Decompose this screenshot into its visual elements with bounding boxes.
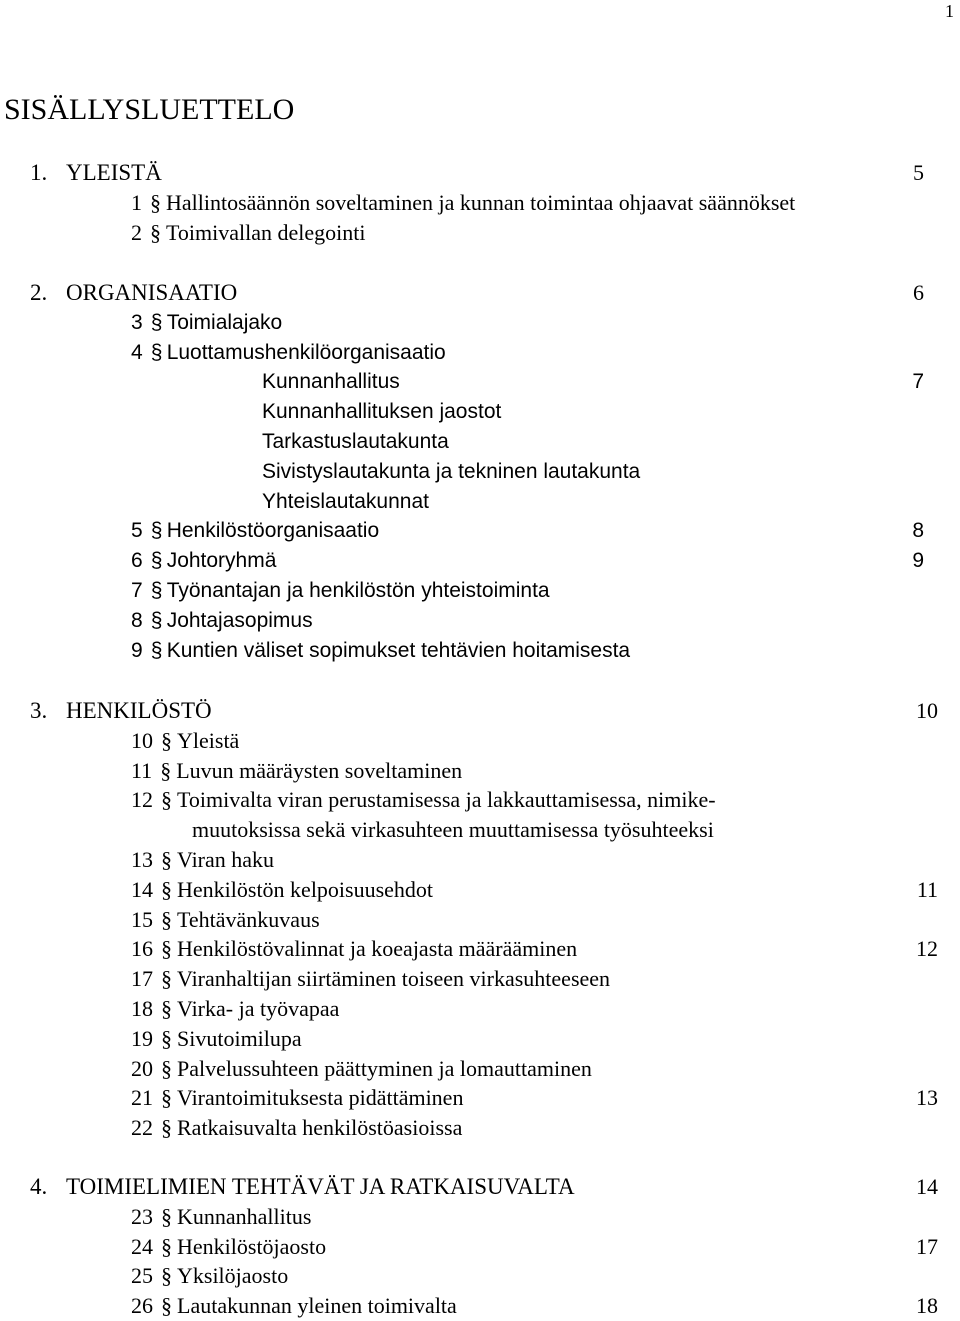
- entry-text: Kuntien väliset sopimukset tehtävien hoitamisesta: [166, 639, 631, 662]
- section-sign-icon: §: [161, 996, 172, 1021]
- entry-number: 7: [131, 579, 143, 602]
- entry-page-number: 17: [916, 1234, 938, 1259]
- section-sign-icon: §: [150, 609, 163, 632]
- entry-number: 17: [131, 966, 153, 991]
- toc-entry: [131, 934, 577, 964]
- entry-text: Kunnanhallitus: [177, 1204, 312, 1229]
- entry-number: 3: [131, 311, 143, 334]
- toc-entry: [131, 546, 276, 576]
- toc-entry: [131, 1054, 592, 1084]
- entry-number: 5: [131, 519, 143, 542]
- section-sign-icon: §: [161, 1234, 172, 1259]
- entry-number: 6: [131, 549, 143, 572]
- section-sign-icon: §: [161, 1263, 172, 1288]
- entry-text: Toimialajako: [166, 311, 283, 334]
- toc-entry: [131, 964, 610, 994]
- toc-subentry: Kunnanhallitus: [262, 370, 400, 393]
- section-sign-icon: §: [161, 1085, 172, 1110]
- entry-text: Sivutoimilupa: [177, 1026, 302, 1051]
- entry-number: 9: [131, 639, 143, 662]
- section-heading: [30, 696, 212, 726]
- toc-entry: [131, 606, 313, 636]
- section-sign-icon: §: [161, 847, 172, 872]
- section-sign-icon: §: [161, 966, 172, 991]
- entry-text: Toimivalta viran perustamisessa ja lakkauttamisessa, nimike-: [177, 787, 716, 812]
- entry-text: Viranhaltijan siirtäminen toiseen virkasuhteeseen: [177, 966, 611, 991]
- entry-number: 19: [131, 1026, 153, 1051]
- toc-entry: [131, 1291, 457, 1321]
- section-page-number: 14: [916, 1174, 938, 1199]
- section-number: 4.: [30, 1174, 48, 1199]
- section-sign-icon: §: [150, 341, 163, 364]
- entry-number: 22: [131, 1115, 153, 1140]
- section-sign-icon: §: [161, 907, 172, 932]
- entry-text: Henkilöstöjaosto: [177, 1234, 327, 1259]
- entry-number: 21: [131, 1085, 153, 1110]
- toc-entry-continuation: muutoksissa sekä virkasuhteen muuttamisessa työsuhteeksi: [192, 817, 714, 842]
- section-sign-icon: §: [150, 639, 163, 662]
- section-sign-icon: §: [161, 1026, 172, 1051]
- page-title: SISÄLLYSLUETTELO: [4, 93, 295, 126]
- section-sign-icon: §: [150, 519, 163, 542]
- toc-subentry: Yhteislautakunnat: [262, 490, 429, 513]
- toc-entry: [131, 338, 446, 368]
- page-number: 1: [945, 1, 954, 21]
- section-sign-icon: §: [161, 877, 172, 902]
- entry-number: 16: [131, 936, 153, 961]
- entry-page-number: 12: [916, 936, 938, 961]
- section-sign-icon: §: [161, 936, 172, 961]
- entry-text: Johtoryhmä: [166, 549, 277, 572]
- toc-entry: [131, 1083, 463, 1113]
- toc-entry: [131, 726, 239, 756]
- entry-text: Viran haku: [177, 847, 275, 872]
- entry-number: 23: [131, 1204, 153, 1229]
- entry-text: Yksilöjaosto: [177, 1263, 289, 1288]
- entry-page-number: 13: [916, 1085, 938, 1110]
- entry-number: 13: [131, 847, 153, 872]
- section-number: 1.: [30, 160, 48, 185]
- section-heading: [30, 158, 162, 188]
- toc-entry: [131, 785, 716, 815]
- toc-entry: [131, 308, 282, 338]
- entry-number: 20: [131, 1056, 153, 1081]
- section-sign-icon: §: [161, 728, 172, 753]
- toc-entry: [131, 1261, 288, 1291]
- entry-number: 8: [131, 609, 143, 632]
- entry-number: 14: [131, 877, 153, 902]
- toc-entry: [131, 218, 365, 248]
- entry-number: 1: [131, 190, 142, 215]
- toc-entry: [131, 905, 320, 935]
- entry-text: Henkilöstöorganisaatio: [166, 519, 380, 542]
- section-sign-icon: §: [161, 1056, 172, 1081]
- section-sign-icon: §: [150, 579, 163, 602]
- entry-number: 15: [131, 907, 153, 932]
- entry-number: 24: [131, 1234, 153, 1259]
- toc-entry: [131, 845, 274, 875]
- section-page-number: 6: [913, 280, 924, 305]
- entry-text: Henkilöstövalinnat ja koeajasta määrääminen: [177, 936, 578, 961]
- section-heading: [30, 1172, 575, 1202]
- entry-number: 18: [131, 996, 153, 1021]
- entry-text: Johtajasopimus: [166, 609, 313, 632]
- entry-number: 12: [131, 787, 153, 812]
- toc-entry: [131, 1113, 462, 1143]
- section-page-number: 10: [916, 698, 938, 723]
- toc-entry: [131, 875, 433, 905]
- entry-text: Henkilöstön kelpoisuusehdot: [177, 877, 434, 902]
- section-sign-icon: §: [161, 1115, 172, 1140]
- entry-text: Työnantajan ja henkilöstön yhteistoiminta: [166, 579, 550, 602]
- entry-text: Ratkaisuvalta henkilöstöasioissa: [177, 1115, 463, 1140]
- toc-entry: [131, 994, 339, 1024]
- entry-number: 2: [131, 220, 142, 245]
- section-sign-icon: §: [161, 787, 172, 812]
- toc-entry: [131, 1202, 311, 1232]
- section-label: TOIMIELIMIEN TEHTÄVÄT JA RATKAISUVALTA: [66, 1174, 575, 1199]
- toc-entry: [131, 756, 462, 786]
- section-sign-icon: §: [150, 220, 161, 245]
- entry-text: Lautakunnan yleinen toimivalta: [177, 1293, 457, 1318]
- toc-entry: [131, 1232, 326, 1262]
- section-label: ORGANISAATIO: [66, 280, 238, 305]
- entry-text: Hallintosäännön soveltaminen ja kunnan toimintaa ohjaavat säännökset: [166, 190, 796, 215]
- entry-number: 11: [131, 758, 153, 783]
- section-sign-icon: §: [150, 190, 161, 215]
- entry-page-number: 8: [912, 519, 924, 542]
- section-sign-icon: §: [161, 1204, 172, 1229]
- entry-page-number: 7: [912, 370, 924, 393]
- section-sign-icon: §: [161, 1293, 172, 1318]
- section-sign-icon: §: [160, 758, 172, 783]
- toc-entry: [131, 188, 795, 218]
- entry-number: 4: [131, 341, 143, 364]
- entry-text: Luvun määräysten soveltaminen: [176, 758, 463, 783]
- entry-number: 26: [131, 1293, 153, 1318]
- entry-page-number: 18: [916, 1293, 938, 1318]
- entry-text: Toimivallan delegointi: [166, 220, 366, 245]
- section-label: YLEISTÄ: [66, 160, 162, 185]
- entry-number: 25: [131, 1263, 153, 1288]
- section-label: HENKILÖSTÖ: [66, 698, 212, 723]
- entry-page-number: 9: [912, 549, 924, 572]
- section-sign-icon: §: [150, 311, 163, 334]
- toc-entry: [131, 576, 550, 606]
- section-number: 2.: [30, 280, 48, 305]
- entry-text: Virka- ja työvapaa: [177, 996, 340, 1021]
- toc-entry: [131, 636, 630, 666]
- toc-subentry: Sivistyslautakunta ja tekninen lautakunta: [262, 460, 641, 483]
- entry-page-number: 11: [916, 877, 938, 902]
- toc-entry: [131, 516, 379, 546]
- section-heading: [30, 278, 237, 308]
- toc-subentry: Tarkastuslautakunta: [262, 430, 449, 453]
- entry-text: Luottamushenkilöorganisaatio: [166, 341, 446, 364]
- entry-text: Virantoimituksesta pidättäminen: [177, 1085, 464, 1110]
- toc-subentry: Kunnanhallituksen jaostot: [262, 400, 502, 423]
- section-page-number: 5: [913, 160, 924, 185]
- entry-text: Yleistä: [177, 728, 240, 753]
- section-sign-icon: §: [150, 549, 163, 572]
- toc-entry: [131, 1024, 302, 1054]
- entry-text: Palvelussuhteen päättyminen ja lomauttaminen: [177, 1056, 592, 1081]
- entry-text: Tehtävänkuvaus: [177, 907, 320, 932]
- section-number: 3.: [30, 698, 48, 723]
- entry-number: 10: [131, 728, 153, 753]
